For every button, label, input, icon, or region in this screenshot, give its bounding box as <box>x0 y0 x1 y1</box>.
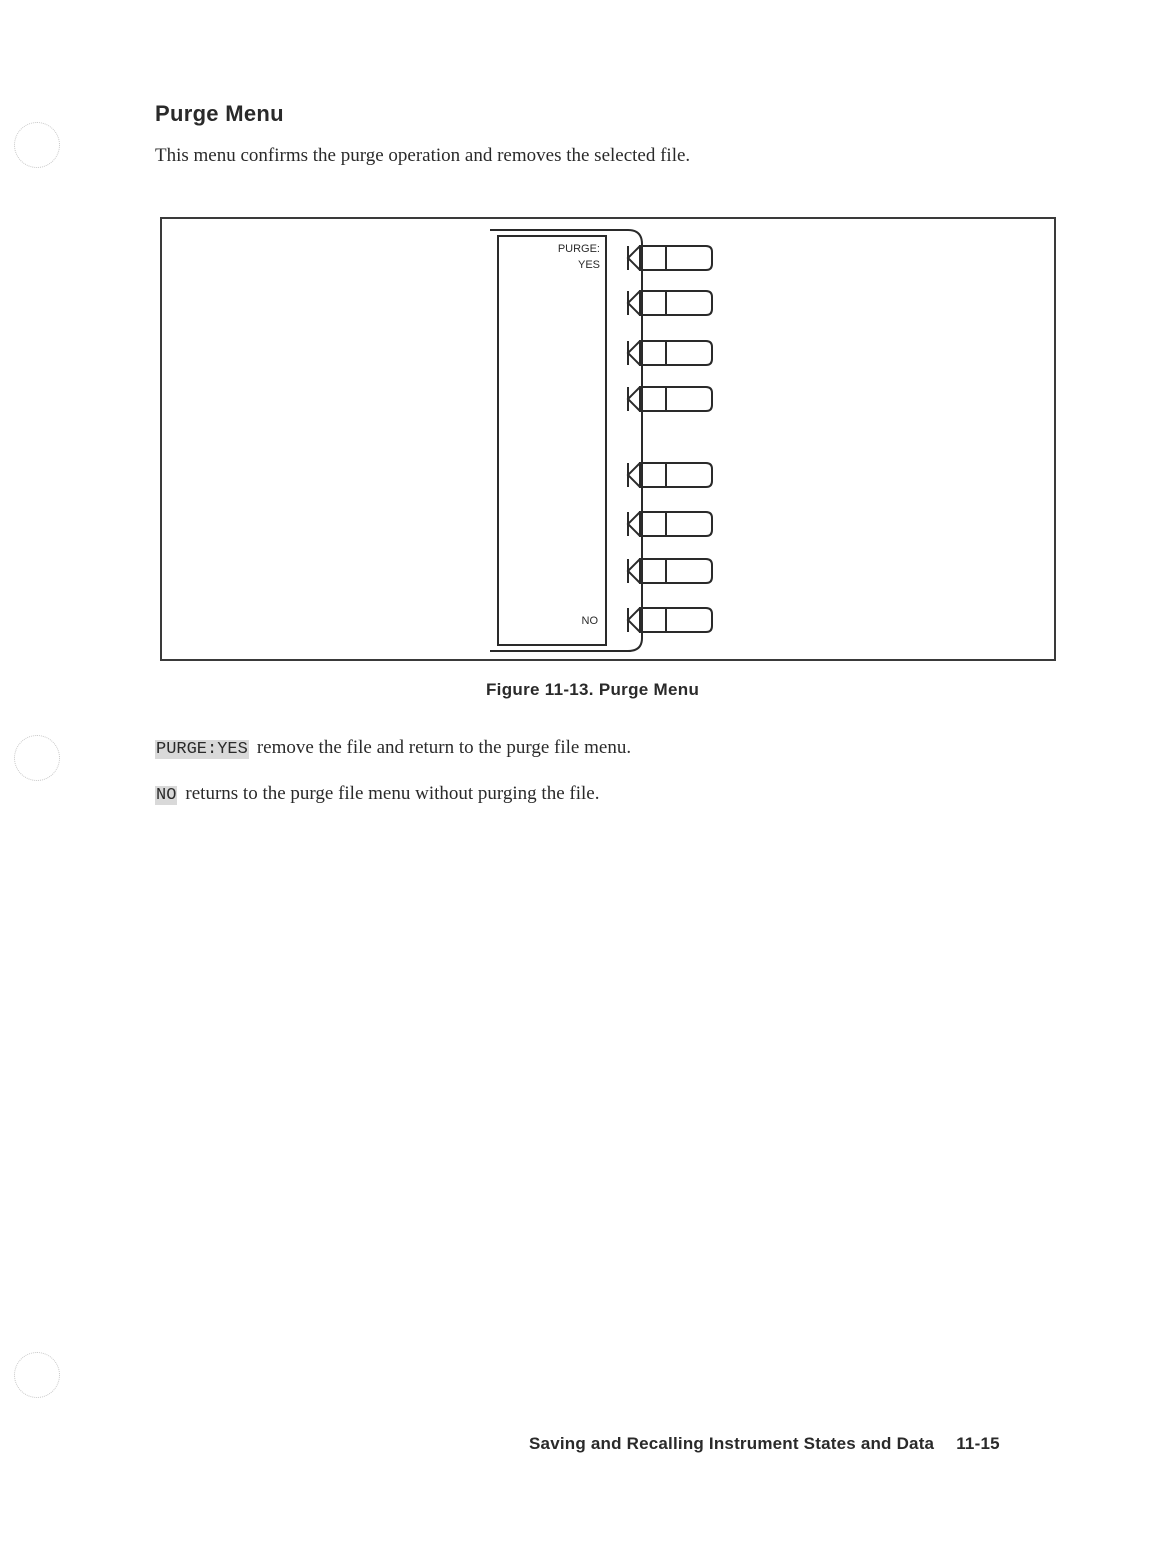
softkey-button-4 <box>628 387 712 411</box>
softkey-no: NO <box>156 786 177 805</box>
softkey-button-6 <box>628 512 712 536</box>
softkey-panel-diagram <box>0 0 1176 700</box>
panel-bezel <box>490 230 642 651</box>
section-heading: Purge Menu <box>155 101 284 126</box>
figure-caption: Figure 11-13. Purge Menu <box>486 680 700 699</box>
softkey-button-2 <box>628 291 712 315</box>
page-footer <box>529 1434 1000 1454</box>
softkey-label-no: NO <box>581 615 598 627</box>
softkey-label-purge-line2: YES <box>577 259 600 271</box>
softkey-label-purge-line1: PURGE: <box>557 243 600 255</box>
softkey-button-7 <box>628 559 712 583</box>
punch-hole-middle <box>14 735 60 781</box>
softkey-purge-yes: PURGE:YES <box>156 740 248 759</box>
footer-title: Saving and Recalling Instrument States and Data <box>529 1434 935 1453</box>
intro-paragraph: This menu confirms the purge operation and removes the selected file. <box>155 145 691 166</box>
softkey-button-5 <box>628 463 712 487</box>
display-screen <box>498 236 606 645</box>
softkey-buttons <box>628 246 712 632</box>
description-text: remove the file and return to the purge file menu. <box>256 737 632 758</box>
description-purge-yes <box>155 737 631 759</box>
softkey-button-3 <box>628 341 712 365</box>
description-text: returns to the purge file menu without purging the file. <box>185 783 600 804</box>
punch-hole-bottom <box>14 1352 60 1398</box>
softkey-button-1 <box>628 246 712 270</box>
softkey-button-8 <box>628 608 712 632</box>
page-number: 11-15 <box>956 1434 1000 1453</box>
description-no <box>155 783 599 805</box>
